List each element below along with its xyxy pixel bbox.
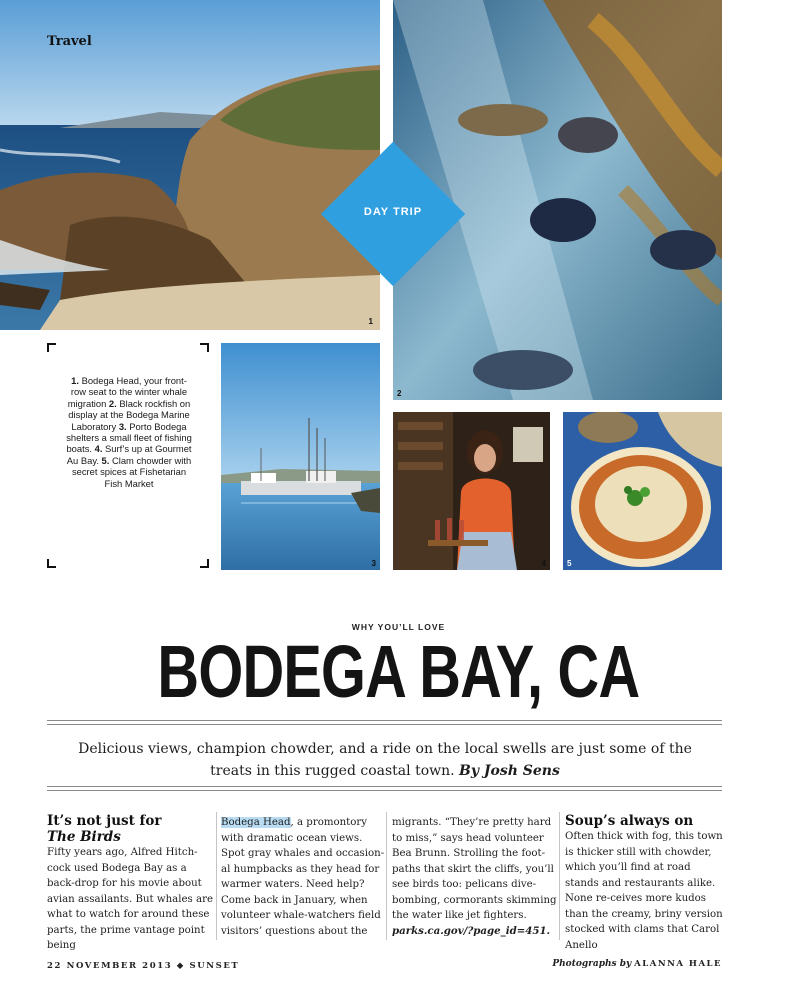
corner-mark — [200, 343, 209, 352]
subhead-film-title: The Birds — [47, 829, 121, 845]
column-divider — [216, 812, 217, 940]
kicker: WHY YOU’LL LOVE — [351, 622, 446, 632]
day-trip-label: DAY TRIP — [363, 206, 423, 218]
photo-number: 4 — [541, 559, 546, 568]
park-link[interactable]: parks.ca.gov/?page_id=451. — [392, 924, 551, 937]
photo-number: 1 — [368, 317, 373, 326]
photo-number: 5 — [567, 559, 572, 568]
body-text: Often thick with fog, this town is thicker still with chowder, which you’ll find at road stands and restaurants alike. None re-ceives more kudos than the creamy, briny version stocked with clams that Carol Anello — [565, 831, 723, 951]
caption-number: 1. — [71, 375, 79, 386]
subhead-birds — [47, 813, 213, 845]
caption-item: Surf’s up at Gourmet Au Bay. — [66, 443, 192, 466]
caption-item: Bodega Head, your front-row seat to the winter whale migration — [67, 375, 188, 409]
credit-name: ALANNA HALE — [634, 959, 722, 969]
photo-captions — [47, 343, 209, 568]
section-label: Travel — [47, 34, 92, 49]
body-text: migrants. “They’re pretty hard to miss,” says head volunteer Bea Brunn. Strolling the foot-paths that skirt the cliffs, you’ll see birds too: pelicans dive-bombing, cormorants skimming the water like jet fighters. — [392, 817, 557, 921]
photo-clam-chowder — [563, 412, 722, 570]
corner-mark — [200, 559, 209, 568]
caption-text — [65, 375, 193, 489]
caption-number: 5. — [101, 454, 110, 466]
byline: By Josh Sens — [459, 763, 560, 779]
column-divider — [559, 812, 560, 940]
column-4 — [565, 813, 723, 953]
body-text: Fifty years ago, Alfred Hitch-cock used Bodega Bay as a back-drop for his movie about avian assailants. But whales are what to watch for around these parts, the prime vantage point being — [47, 847, 213, 951]
corner-mark — [47, 343, 56, 352]
subhead-line: It’s not just for — [47, 813, 162, 829]
column-2 — [221, 815, 387, 939]
photo-gourmet-au-bay — [393, 412, 550, 570]
subhead-soup: Soup’s always on — [565, 813, 694, 829]
column-3 — [392, 815, 558, 939]
photo-number: 3 — [371, 559, 376, 568]
dek-text: Delicious views, champion chowder, and a ride on the local swells are just some of the treats in this rugged coastal town. — [78, 741, 692, 779]
caption-number: 3. — [118, 420, 127, 432]
photo-porto-bodega — [221, 343, 380, 570]
photo-number: 2 — [397, 389, 402, 398]
credit-prefix: Photographs by — [552, 959, 632, 969]
headline: BODEGA BAY, CA — [157, 630, 640, 713]
folio: 22 NOVEMBER 2013 ◆ SUNSET — [47, 961, 240, 971]
highlighted-text: Bodega Head — [221, 817, 291, 828]
dek — [70, 738, 700, 782]
caption-item: Black rockfish on display at the Bodega Marine Laboratory — [68, 397, 191, 432]
caption-number: 4. — [94, 443, 103, 455]
column-divider — [386, 812, 387, 940]
caption-item: Porto Bodega shelters a small fleet of fishing boats. — [66, 420, 192, 455]
photo-credit — [552, 959, 722, 969]
body-text: , a promontory with dramatic ocean views. Spot gray whales and occasion-al humpbacks as they head for warmer waters. Need help? Come back in January, when volunteer whale-watchers field visitors’ questions about the — [221, 817, 385, 937]
caption-number: 2. — [108, 397, 117, 409]
rule-top — [47, 720, 722, 725]
photo-bodega-head — [0, 0, 380, 330]
caption-item: Clam chowder with secret spices at Fishetarian Fish Market — [71, 454, 192, 489]
rule-bottom — [47, 786, 722, 791]
corner-mark — [47, 559, 56, 568]
column-1 — [47, 813, 213, 954]
